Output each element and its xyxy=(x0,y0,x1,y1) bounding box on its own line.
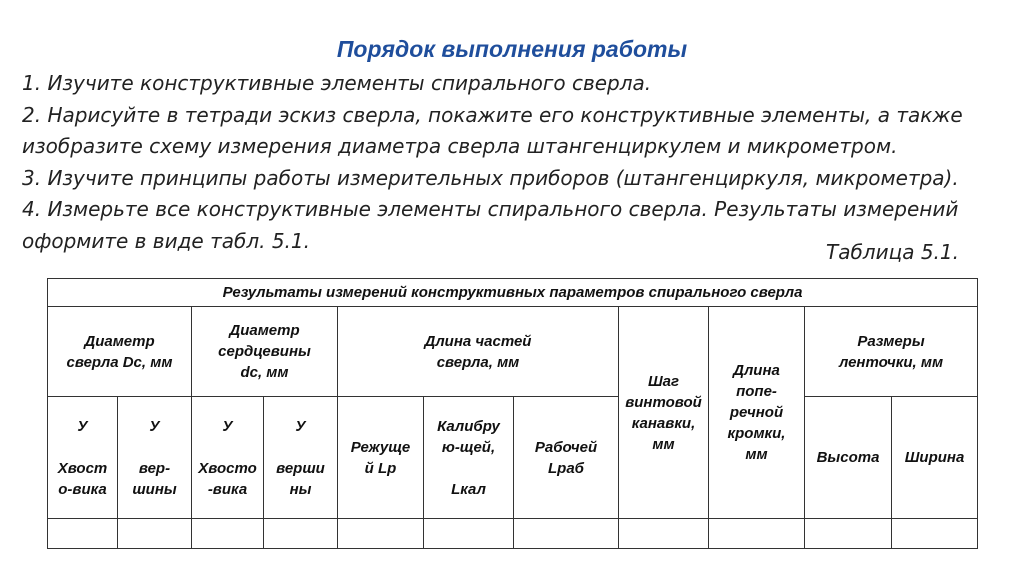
results-table xyxy=(47,278,978,549)
subheader-calibrating-part: Калибру ю-щей, Lкал xyxy=(424,397,514,519)
header-part-length: Длина частей сверла, мм xyxy=(338,307,619,397)
page-title: Порядок выполнения работы xyxy=(336,36,688,62)
table-caption: Таблица 5.1. xyxy=(826,240,959,264)
table-title: Результаты измерений конструктивных параметров спирального сверла xyxy=(48,279,978,307)
data-cell xyxy=(118,519,192,549)
header-cross-edge-length: Длина попе- речной кромки, мм xyxy=(709,307,805,519)
step-1: 1. Изучите конструктивные элементы спирального сверла. xyxy=(22,71,652,95)
data-cell xyxy=(264,519,338,549)
instruction-steps xyxy=(22,68,1012,257)
data-cell xyxy=(619,519,709,549)
data-cell xyxy=(338,519,424,549)
data-cell xyxy=(892,519,978,549)
data-cell xyxy=(805,519,892,549)
subheader-land-height: Высота xyxy=(805,397,892,519)
subheader-at-shank: У Хвосто -вика xyxy=(192,397,264,519)
data-cell xyxy=(192,519,264,549)
subheader-land-width: Ширина xyxy=(892,397,978,519)
data-cell xyxy=(514,519,619,549)
header-core-diameter: Диаметр сердцевины dс, мм xyxy=(192,307,338,397)
header-drill-diameter: Диаметр сверла Dс, мм xyxy=(48,307,192,397)
subheader-working-part: Рабочей Lраб xyxy=(514,397,619,519)
step-2: 2. Нарисуйте в тетради эскиз сверла, покажите его конструктивные элементы, а также изобразите схему измерения диаметра сверла штангенциркулем и микрометром. xyxy=(22,102,963,158)
table-row xyxy=(48,519,978,549)
data-cell xyxy=(48,519,118,549)
data-cell xyxy=(709,519,805,549)
header-flute-pitch: Шаг винтовой канавки, мм xyxy=(619,307,709,519)
subheader-at-tip: У вер- шины xyxy=(118,397,192,519)
step-3: 3. Изучите принципы работы измерительных приборов (штангенциркуля, микрометра). xyxy=(22,165,959,190)
header-land-size: Размеры ленточки, мм xyxy=(805,307,978,397)
subheader-at-tip: У верши ны xyxy=(264,397,338,519)
step-4: 4. Измерьте все конструктивные элементы спирального сверла. Результаты измерений оформите в виде табл. 5.1. xyxy=(22,197,959,253)
subheader-at-shank: У Хвост о-вика xyxy=(48,397,118,519)
subheader-cutting-part: Режуще й Lр xyxy=(338,397,424,519)
data-cell xyxy=(424,519,514,549)
